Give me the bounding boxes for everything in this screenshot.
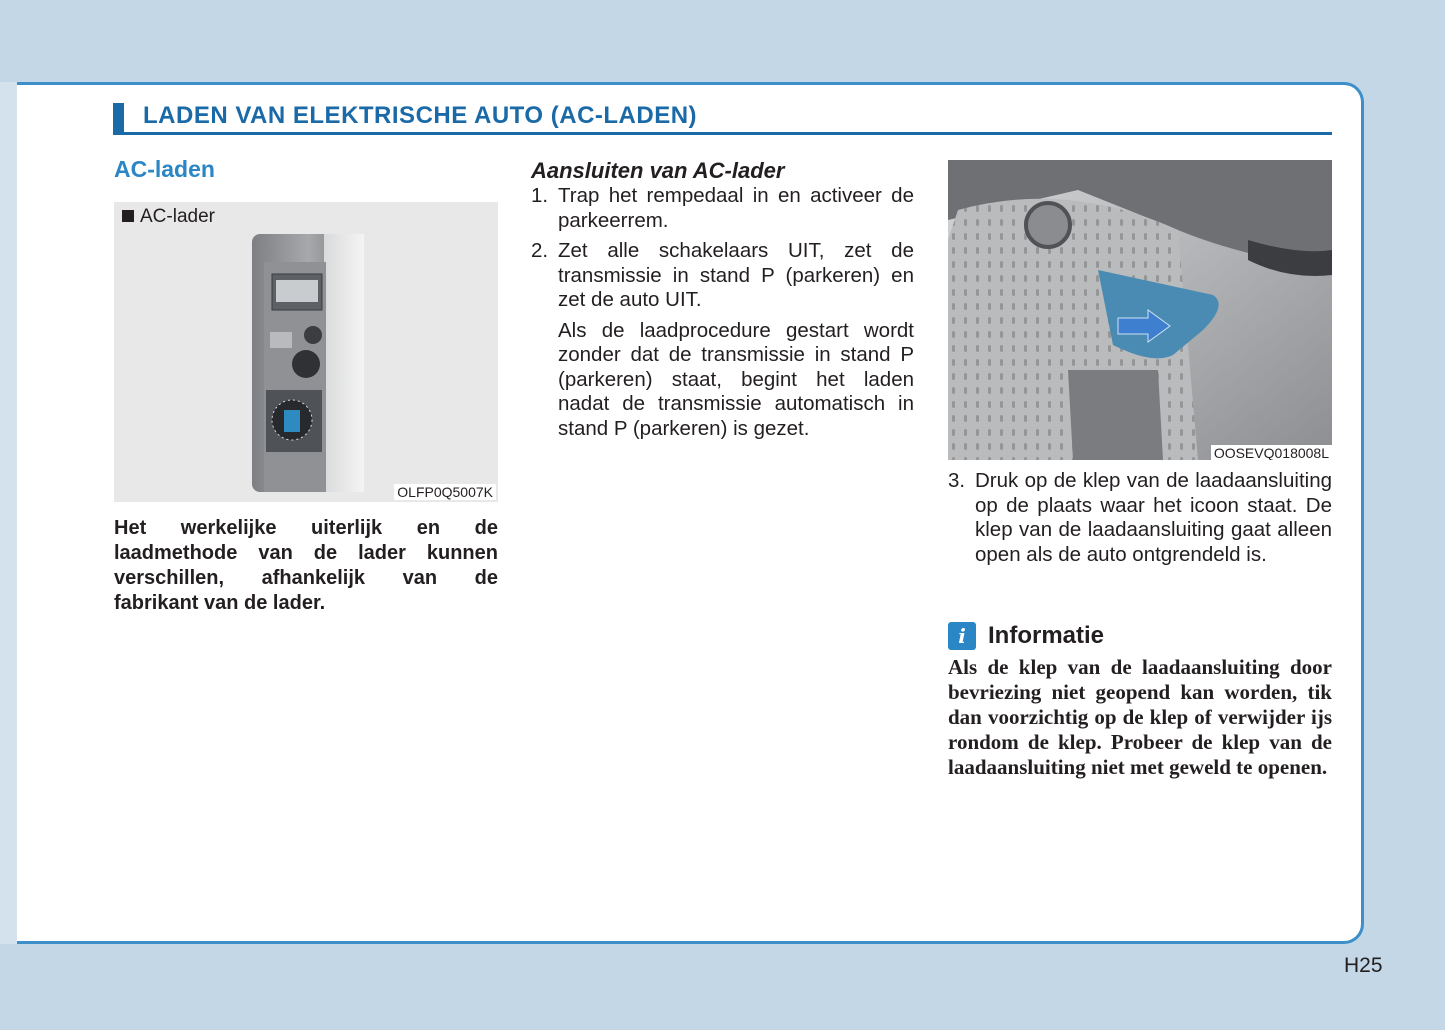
left-margin-strip (0, 82, 17, 944)
section-header (113, 101, 1332, 135)
section-title: AC-laden (114, 156, 215, 182)
steps-list (531, 184, 914, 313)
info-body: Als de klep van de laadaansluiting door bevriezing niet geopend kan worden, tik dan voorzichtig op de klep of verwijder ijs rondom de klep. Probeer de klep van de laadaansluiting niet met geweld te openen. (948, 655, 1332, 779)
ac-charger-illustration (114, 202, 498, 502)
header-title: LADEN VAN ELEKTRISCHE AUTO (AC-LADEN) (143, 102, 698, 129)
column-left (114, 155, 498, 614)
info-box (948, 622, 1332, 780)
figure-code: OLFP0Q5007K (394, 484, 496, 500)
header-accent-bar (113, 103, 124, 133)
step-item: 2. Zet alle schakelaars UIT, zet de transmissie in stand P (parkeren) en zet de auto UIT. (531, 239, 914, 311)
steps-list-continued (948, 469, 1332, 573)
figure-code: OOSEVQ018008L (1211, 445, 1332, 460)
info-icon: i (948, 622, 976, 650)
column-middle (531, 155, 914, 441)
subsection-title: Aansluiten van AC-lader (531, 158, 785, 183)
step-item: 3. Druk op de klep van de laadaansluiting op de plaats waar het icoon staat. De klep van de laadaansluiting gaat alleen open als de auto ontgrendeld is. (948, 469, 1332, 566)
page-number: H25 (1344, 954, 1383, 977)
header-rule (113, 132, 1332, 135)
figure-caption: AC-lader (122, 206, 215, 228)
info-header (948, 622, 1332, 650)
info-title: Informatie (988, 622, 1105, 649)
step-note: Als de laadprocedure gestart wordt zonder dat de transmissie in stand P (parkeren) staat, begint het laden nadat de transmissie automatisch in stand P (parkeren) is gezet. (558, 318, 914, 440)
charger-note: Het werkelijke uiterlijk en de laadmethode van de lader kunnen verschillen, afhankelijk van de fabrikant van de lader. (114, 517, 498, 614)
car-charge-port-figure (948, 160, 1332, 460)
step-item: 1. Trap het rempedaal in en activeer de parkeerrem. (531, 184, 914, 232)
charger-figure (114, 202, 498, 502)
charge-port-illustration (948, 160, 1332, 460)
